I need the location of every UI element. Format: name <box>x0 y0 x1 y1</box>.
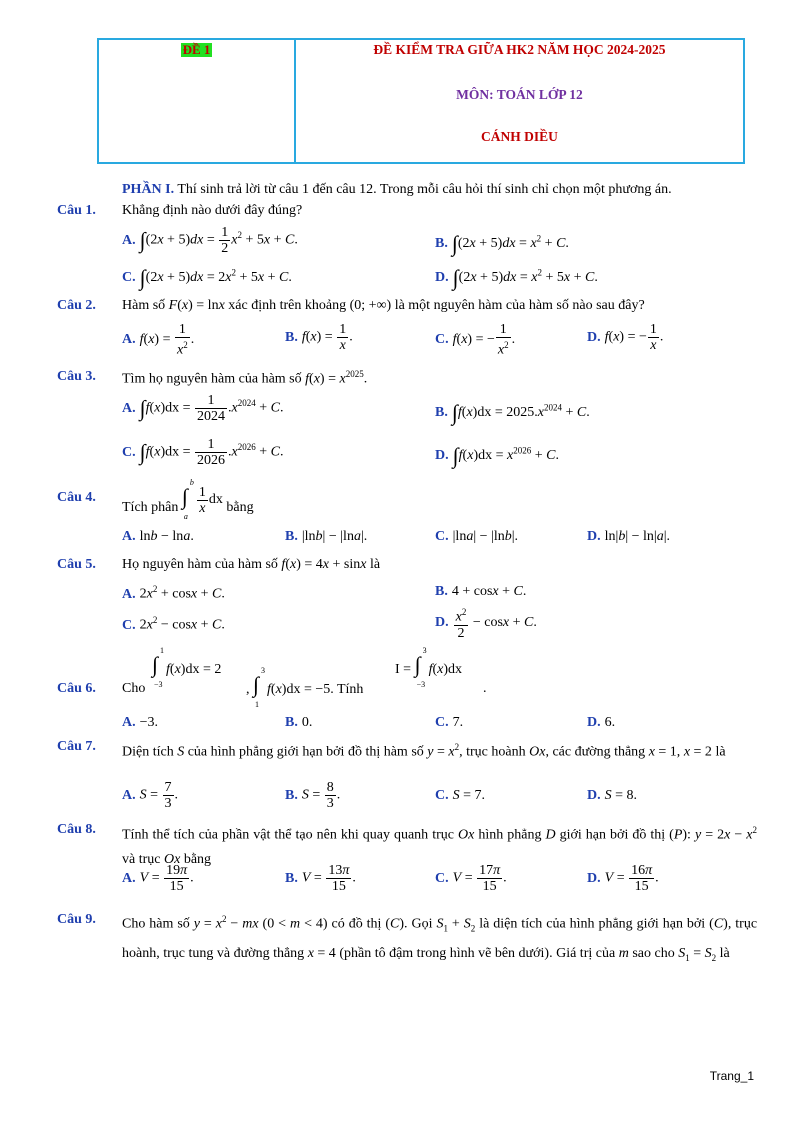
question-6-option-c[interactable]: C. 7. <box>435 715 464 730</box>
q2-text-a: Hàm số <box>122 298 166 313</box>
question-9-label: Câu 9. <box>57 912 96 927</box>
option-letter: B. <box>285 329 298 345</box>
question-1-label: Câu 1. <box>57 203 96 218</box>
question-4-option-b[interactable]: B. |lnb| − |lna|. <box>285 529 368 544</box>
question-5-text: Họ nguyên hàm của hàm số f(x) = 4x + sinx là <box>122 557 381 572</box>
q4-text-b: bằng <box>226 500 254 516</box>
question-1-option-b[interactable]: B. $\int(2x + 5)dx = x^2 + C$. <box>435 231 569 256</box>
q7-text-e: là <box>715 744 726 760</box>
question-2-label: Câu 2. <box>57 298 96 313</box>
exam-subject: MÔN: TOÁN LỚP 12 <box>456 87 583 102</box>
q9-text-b: có đồ thị <box>331 916 382 932</box>
question-8-label: Câu 8. <box>57 822 96 837</box>
option-letter: D. <box>587 715 601 730</box>
exam-header-box <box>97 38 745 164</box>
question-6-integral-2: , 3 ∫ 1 f(x)dx = −5. Tính <box>246 666 364 709</box>
q9-text-e: , trục hoành, trục tung và đường thẳng <box>122 916 758 962</box>
question-1-option-c[interactable]: C. $\int(2x + 5)dx = 2x^2 + 5x + C$. <box>122 265 292 290</box>
q7-text-a: Diện tích <box>122 744 174 760</box>
option-letter: D. <box>587 529 601 544</box>
question-2-option-c[interactable]: C. f(x) = − $\frac{1}{x^2}$ . <box>435 322 516 358</box>
q9-text-h: là <box>719 946 730 962</box>
question-6-option-d[interactable]: D. 6. <box>587 715 616 730</box>
part-label: PHẦN I. <box>122 182 175 197</box>
question-8-option-b[interactable]: B. V = $\frac{13\pi}{15}$ . <box>285 863 356 894</box>
option-letter: D. <box>587 870 601 886</box>
q2-text-c: là một nguyên hàm của hàm số nào sau đây? <box>394 298 645 313</box>
option-letter: A. <box>122 232 136 248</box>
exam-book: CÁNH DIỀU <box>481 129 558 144</box>
q7-text-d: , các đường thẳng <box>545 744 646 760</box>
q3-text: Tìm họ nguyên hàm của hàm số <box>122 371 302 387</box>
option-letter: C. <box>122 444 136 460</box>
option-letter: A. <box>122 332 136 348</box>
question-5-option-a[interactable]: A. $2x^2 + \cos x + C$. <box>122 584 225 602</box>
option-letter: D. <box>435 448 449 463</box>
question-3-text: Tìm họ nguyên hàm của hàm số $f(x) = x^{2025}$. <box>122 369 368 387</box>
q4-text-a: Tích phân <box>122 500 179 516</box>
option-letter: C. <box>435 715 449 730</box>
option-letter: C. <box>435 788 449 803</box>
question-7-text: Diện tích S của hình phẳng giới hạn bởi đồ thị hàm số $y = x^2$, trục hoành Ox, các đường thẳng x = 1, x = 2 là <box>122 742 726 760</box>
option-letter: C. <box>122 270 136 285</box>
option-letter: D. <box>435 270 449 285</box>
option-letter: C. <box>435 529 449 544</box>
question-4-text: Tích phân b ∫ a $\frac{1}{x}$ dx bằng <box>122 478 254 521</box>
q6-text-b: Tính <box>336 682 364 698</box>
question-5-option-b[interactable]: B. 4 + cosx + C. <box>435 584 527 599</box>
q9-text-c: . Gọi <box>404 916 433 932</box>
question-8-text: Tính thể tích của phần vật thể tạo nên khi quay quanh trục Ox hình phẳng D giới hạn bởi đồ thị (P): $y = 2x - x^2$ và trục Ox bằng <box>122 825 757 867</box>
question-6-period: . <box>483 681 487 696</box>
exam-code: ĐỀ 1 <box>182 42 211 57</box>
exam-code-cell <box>99 40 296 162</box>
question-8-option-c[interactable]: C. V = $\frac{17\pi}{15}$ . <box>435 863 507 894</box>
option-letter: B. <box>285 529 298 544</box>
question-6-label: Câu 6. <box>57 681 96 696</box>
question-2-option-d[interactable]: D. f(x) = − $\frac{1}{x}$ . <box>587 322 664 353</box>
q8-text-e: bằng <box>183 851 212 867</box>
question-3-option-a[interactable]: A. ∫f(x)dx = $\frac{1}{2024}$ $.x^{2024} + C$. <box>122 393 284 424</box>
option-letter: C. <box>122 617 136 633</box>
option-letter: A. <box>122 787 136 803</box>
question-5-label: Câu 5. <box>57 557 96 572</box>
question-2-option-a[interactable]: A. f(x) = $\frac{1}{x^2}$ . <box>122 322 195 358</box>
q7-text-c: , trục hoành <box>459 744 526 760</box>
page-number: Trang_1 <box>709 1069 754 1083</box>
question-3-label: Câu 3. <box>57 369 96 384</box>
option-letter: D. <box>587 788 601 803</box>
option-letter: A. <box>122 400 136 416</box>
question-8-option-a[interactable]: A. V = $\frac{19\pi}{15}$ . <box>122 863 194 894</box>
question-5-option-d[interactable]: D. $\frac{x^2}{2}$ − cosx + C. <box>435 607 537 641</box>
question-7-option-d[interactable]: D. S = 8. <box>587 788 638 803</box>
option-letter: C. <box>435 870 449 886</box>
option-letter: B. <box>435 584 448 599</box>
option-letter: B. <box>285 870 298 886</box>
question-6-cho: Cho <box>122 681 146 696</box>
question-4-option-d[interactable]: D. ln|b| − ln|a|. <box>587 529 671 544</box>
option-letter: C. <box>435 332 449 348</box>
exam-title-cell <box>296 40 743 162</box>
question-9-text: Cho hàm số $y = x^2$ − mx (0 < m < 4) có đồ thị (C). Gọi $S_1 + S_2$ là diện tích của hình phẳng giới hạn bởi (C), trục hoành, trục tung và đường thẳng x = 4 (phần tô đậm trong hình vẽ bên dưới). Giá trị của m sao cho $S_1 = S_2$ là <box>122 914 758 964</box>
question-4-option-c[interactable]: C. |lna| − |lnb|. <box>435 529 519 544</box>
question-2-option-b[interactable]: B. f(x) = $\frac{1}{x}$ . <box>285 322 353 353</box>
option-letter: A. <box>122 586 136 602</box>
option-letter: B. <box>435 236 448 251</box>
question-1-option-a[interactable]: A. ∫(2x + 5)dx = $\frac{1}{2}$ $x^2 + 5x + C$. <box>122 225 298 256</box>
q8-text-b: hình phẳng <box>478 827 542 843</box>
option-letter: B. <box>435 405 448 420</box>
q9-text-a: Cho hàm số <box>122 916 190 932</box>
option-letter: D. <box>435 615 449 631</box>
question-2-text: Hàm số F(x) = lnx xác định trên khoảng (0; +∞) là một nguyên hàm của hàm số nào sau đây? <box>122 298 645 313</box>
option-letter: B. <box>285 715 298 730</box>
option-letter: A. <box>122 529 136 544</box>
question-6-integral-3: I = 3 ∫ −3 f(x)dx <box>395 646 463 689</box>
question-6-option-a[interactable]: A. −3. <box>122 715 159 730</box>
option-letter: A. <box>122 715 136 730</box>
part-text: Thí sinh trả lời từ câu 1 đến câu 12. Trong mỗi câu hỏi thí sinh chỉ chọn một phương án. <box>177 182 672 197</box>
q9-text-f: (phần tô đậm trong hình vẽ bên dưới). Giá trị của <box>339 946 616 962</box>
q5-text-b: là <box>369 557 381 572</box>
q7-text-b: của hình phẳng giới hạn bởi đồ thị hàm số <box>187 744 424 760</box>
option-letter: A. <box>122 870 136 886</box>
question-7-option-a[interactable]: A. S = $\frac{7}{3}$ . <box>122 780 179 811</box>
question-7-option-c[interactable]: C. S = 7. <box>435 788 486 803</box>
q2-text-b: xác định trên khoảng <box>228 298 347 313</box>
exam-title: ĐỀ KIỂM TRA GIỮA HK2 NĂM HỌC 2024-2025 <box>373 42 666 57</box>
question-1-option-d[interactable]: D. $\int(2x + 5)dx = x^2 + 5x + C$. <box>435 265 598 290</box>
option-letter: D. <box>587 329 601 345</box>
q8-text-a: Tính thể tích của phần vật thể tạo nên khi quay quanh trục <box>122 827 454 843</box>
q9-text-d: là diện tích của hình phẳng giới hạn bởi <box>479 916 706 932</box>
question-7-label: Câu 7. <box>57 739 96 754</box>
q9-text-g: sao cho <box>632 946 675 962</box>
question-7-option-b[interactable]: B. S = $\frac{8}{3}$ . <box>285 780 341 811</box>
question-4-label: Câu 4. <box>57 490 96 505</box>
question-5-option-c[interactable]: C. $2x^2 - \cos x + C$. <box>122 615 225 633</box>
q8-text-c: giới hạn bởi đồ thị <box>559 827 666 843</box>
question-8-option-d[interactable]: D. V = $\frac{16\pi}{15}$ . <box>587 863 659 894</box>
question-3-option-d[interactable]: D. $\int f(x)dx = x^{2026} + C$. <box>435 443 559 468</box>
question-6-integral-1: 1 ∫ −3 f(x)dx = 2 <box>152 646 222 689</box>
question-3-option-c[interactable]: C. ∫f(x)dx = $\frac{1}{2026}$ $.x^{2026} + C$. <box>122 437 284 468</box>
part-instruction <box>122 182 672 198</box>
question-6-option-b[interactable]: B. 0. <box>285 715 313 730</box>
option-letter: B. <box>285 787 298 803</box>
question-4-option-a[interactable]: A. lnb − lna. <box>122 529 194 544</box>
q5-text-a: Họ nguyên hàm của hàm số <box>122 557 278 572</box>
q8-text-d: và trục <box>122 851 161 867</box>
question-3-option-b[interactable]: B. $\int f(x)dx = 2025.x^{2024} + C$. <box>435 400 590 425</box>
question-1-text: Khẳng định nào dưới đây đúng? <box>122 203 303 218</box>
